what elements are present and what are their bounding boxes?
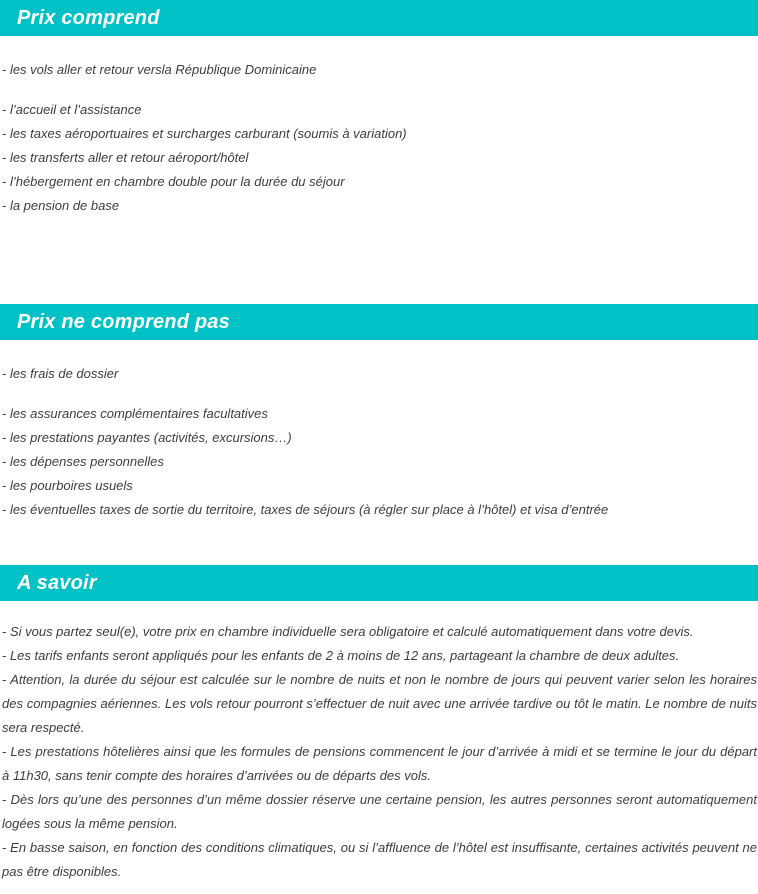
list-item: - les dépenses personnelles <box>2 454 164 469</box>
info-paragraph: - Si vous partez seul(e), votre prix en chambre individuelle sera obligatoire et calculé automatiquement dans votre devis. <box>2 624 694 639</box>
list-item: - les assurances complémentaires facultatives <box>2 406 268 421</box>
info-paragraph: - En basse saison, en fonction des conditions climatiques, ou si l’affluence de l’hôtel est insuffisante, certaines activités peuvent ne pas être disponibles. <box>2 840 757 879</box>
section-prix-comprend <box>0 0 758 304</box>
section-header-bar <box>0 304 758 340</box>
section-content <box>0 36 758 304</box>
info-paragraph: - Les tarifs enfants seront appliqués pour les enfants de 2 à moins de 12 ans, partageant la chambre de deux adultes. <box>2 648 680 663</box>
list-item: - les prestations payantes (activités, excursions…) <box>2 430 292 445</box>
list-item: - les taxes aéroportuaires et surcharges carburant (soumis à variation) <box>2 126 407 141</box>
info-paragraph: - Attention, la durée du séjour est calculée sur le nombre de nuits et non le nombre de jours qui peuvent varier selon les horaires des compagnies aériennes. Les vols retour pourront s’effectuer de nuit avec une arrivée tardive ou tôt le matin. Le nombre de nuits sera respecté. <box>2 672 757 735</box>
list-item: - la pension de base <box>2 198 120 213</box>
section-title: A savoir <box>17 571 97 594</box>
section-content <box>0 340 758 565</box>
section-header-bar <box>0 565 758 601</box>
section-prix-ne-comprend-pas <box>0 304 758 565</box>
list-item: - l’hébergement en chambre double pour la durée du séjour <box>2 174 345 189</box>
info-paragraph: - Dès lors qu’une des personnes d’un même dossier réserve une certaine pension, les autres personnes seront automatiquement logées sous la même pension. <box>2 792 757 831</box>
list-item: - l’accueil et l’assistance <box>2 102 142 117</box>
list-item: - les vols aller et retour versla République Dominicaine <box>2 62 317 77</box>
section-content <box>0 601 758 894</box>
list-item: - les frais de dossier <box>2 366 119 381</box>
list-item: - les transferts aller et retour aéroport/hôtel <box>2 150 249 165</box>
section-a-savoir <box>0 565 758 894</box>
section-header-bar <box>0 0 758 36</box>
section-title: Prix ne comprend pas <box>17 310 230 333</box>
section-title: Prix comprend <box>17 6 160 29</box>
info-paragraph: - Les prestations hôtelières ainsi que les formules de pensions commencent le jour d’arrivée à midi et se termine le jour du départ à 11h30, sans tenir compte des horaires d’arrivées ou de départs des vols. <box>2 744 757 783</box>
list-item: - les pourboires usuels <box>2 478 133 493</box>
list-item: - les éventuelles taxes de sortie du territoire, taxes de séjours (à régler sur place à l’hôtel) et visa d’entrée <box>2 502 609 517</box>
